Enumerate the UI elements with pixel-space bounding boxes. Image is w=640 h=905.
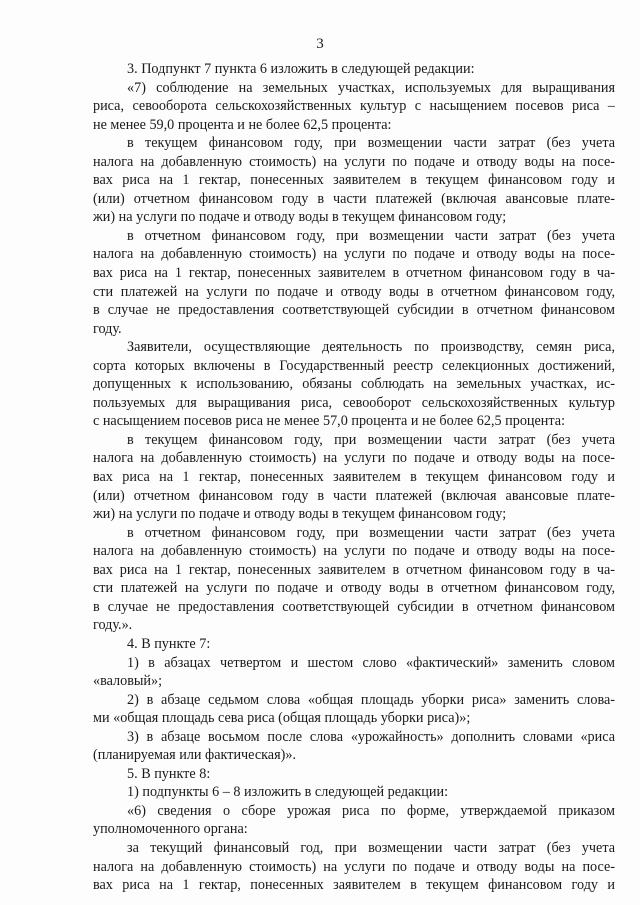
text-line: допущенных к использованию, обязаны соблюдать на земельных участках, ис- (93, 376, 615, 393)
text-line: (или) отчетном финансовом году в части платежей (включая авансовые плате- (93, 190, 615, 207)
text-line: жи) на услуги по подаче и отводу воды в текущем финансовом году; (93, 506, 507, 523)
text-line: вах риса на 1 гектар, понесенных заявителем в текущем финансовом году и (93, 877, 615, 894)
text-line: за текущий финансовый год, при возмещении части затрат (без учета (127, 839, 615, 856)
text-line: риса, севооборота сельскохозяйственных культур с насыщением посевов риса – (93, 98, 615, 115)
text-line: уполномоченного органа: (93, 821, 248, 838)
text-line: в текущем финансовом году, при возмещении части затрат (без учета (127, 431, 615, 448)
text-line: «валовый»; (93, 673, 163, 690)
text-line: налога на добавленную стоимость) на услуги по подаче и отводу воды на посе- (93, 450, 615, 467)
text-line: в случае не предоставления соответствующей субсидии в отчетном финансовом (93, 302, 615, 319)
text-line: году. (93, 320, 122, 337)
document-body (93, 60, 615, 895)
text-line: жи) на услуги по подаче и отводу воды в текущем финансовом году; (93, 209, 507, 226)
text-line: в случае не предоставления соответствующей субсидии в отчетном финансовом (93, 598, 615, 615)
text-line: 3) в абзаце восьмом после слова «урожайность» дополнить словами «риса (127, 728, 615, 745)
text-line: году.». (93, 617, 133, 634)
text-line: «7) соблюдение на земельных участках, используемых для выращивания (127, 79, 615, 96)
text-line: пользуемых для выращивания риса, севооборот сельскохозяйственных культур (93, 394, 615, 411)
text-line: в отчетном финансовом году, при возмещении части затрат (без учета (127, 524, 615, 541)
text-line: (планируемая или фактическая)». (93, 747, 296, 764)
text-line: сти платежей на услуги по подаче и отводу воды в отчетном финансовом году, (93, 283, 615, 300)
text-line: 1) подпункты 6 – 8 изложить в следующей редакции: (127, 784, 449, 801)
text-line: налога на добавленную стоимость) на услуги по подаче и отводу воды на посе- (93, 153, 615, 170)
text-line: вах риса на 1 гектар, понесенных заявителем в отчетном финансовом году в ча- (93, 265, 615, 282)
text-line: 2) в абзаце седьмом слова «общая площадь уборки риса» заменить слова- (127, 691, 615, 708)
text-line: 1) в абзацах четвертом и шестом слово «фактический» заменить словом (127, 654, 615, 671)
text-line: не менее 59,0 процента и не более 62,5 процента: (93, 116, 392, 133)
text-line: с насыщением посевов риса не менее 57,0 процента и не более 62,5 процента: (93, 413, 566, 430)
text-line: налога на добавленную стоимость) на услуги по подаче и отводу воды на посе- (93, 858, 615, 875)
text-line: Заявители, осуществляющие деятельность по производству, семян риса, (127, 339, 615, 356)
text-line: налога на добавленную стоимость) на услуги по подаче и отводу воды на посе- (93, 543, 615, 560)
text-line: 3. Подпункт 7 пункта 6 изложить в следующей редакции: (127, 61, 475, 77)
text-line: в текущем финансовом году, при возмещении части затрат (без учета (127, 135, 615, 152)
text-line: «6) сведения о сборе урожая риса по форме, утверждаемой приказом (127, 802, 615, 819)
text-line: вах риса на 1 гектар, понесенных заявителем в отчетном финансовом году в ча- (93, 561, 615, 578)
page-number: 3 (316, 36, 324, 52)
text-line: (или) отчетном финансовом году в части платежей (включая авансовые плате- (93, 487, 615, 504)
text-line: сти платежей на услуги по подаче и отводу воды в отчетном финансовом году, (93, 580, 615, 597)
text-line: ми «общая площадь сева риса (общая площадь уборки риса)»; (93, 710, 471, 727)
text-line: вах риса на 1 гектар, понесенных заявителем в текущем финансовом году и (93, 172, 615, 189)
text-line: вах риса на 1 гектар, понесенных заявителем в текущем финансовом году и (93, 469, 615, 486)
text-line: 4. В пункте 7: (127, 635, 211, 652)
text-line: налога на добавленную стоимость) на услуги по подаче и отводу воды на посе- (93, 246, 615, 263)
text-line: сорта которых включены в Государственный реестр селекционных достижений, (93, 357, 615, 374)
text-line: 5. В пункте 8: (127, 765, 211, 782)
text-line: в отчетном финансовом году, при возмещении части затрат (без учета (127, 227, 615, 244)
